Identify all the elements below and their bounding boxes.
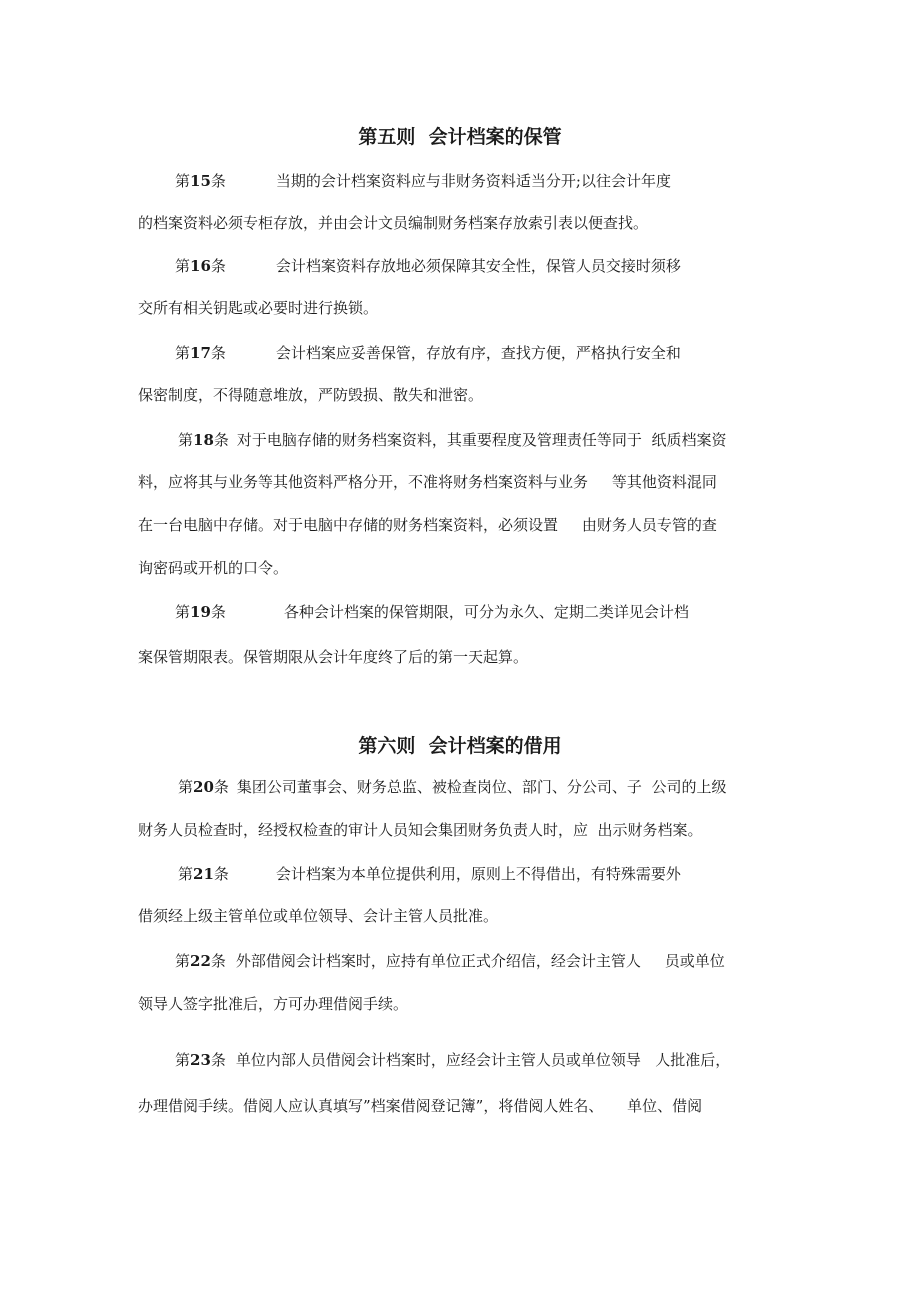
- article-label: 第18条: [178, 431, 229, 449]
- article-21-line-2: 借须经上级主管单位或单位领导、会计主管人员批准。: [138, 907, 499, 925]
- article-15-line-1: [175, 171, 671, 191]
- article-18-line-1: [178, 430, 726, 450]
- article-text: 会计档案资料存放地必须保障其安全性，保管人员交接时须移: [275, 257, 681, 275]
- article-21-line-1: [178, 864, 681, 884]
- article-text: 会计档案为本单位提供利用，原则上不得借出，有特殊需要外: [275, 865, 681, 883]
- article-text: 对于电脑存储的财务档案资料，其重要程度及管理责任等同于 纸质档案资: [236, 431, 727, 449]
- article-17-line-1: [175, 343, 681, 363]
- article-text: 各种会计档案的保管期限，可分为永久、定期二类详见会计档: [283, 603, 689, 621]
- article-20-line-1: [178, 777, 726, 797]
- section-heading-6: 第六则 会计档案的借用: [358, 735, 562, 757]
- article-18-line-4: 询密码或开机的口令。: [138, 559, 289, 577]
- section-heading-5: 第五则 会计档案的保管: [358, 126, 562, 148]
- article-23-line-1: [175, 1050, 730, 1070]
- article-15-line-2: 的档案资料必须专柜存放，并由会计文员编制财务档案存放索引表以便查找。: [138, 214, 649, 232]
- article-23-line-2: 办理借阅手续。借阅人应认真填写”档案借阅登记簿”，将借阅人姓名、 单位、借阅: [138, 1097, 703, 1115]
- article-label: 第16条: [175, 257, 226, 275]
- article-18-line-3: 在一台电脑中存储。对于电脑中存储的财务档案资料，必须设置 由财务人员专管的查: [138, 516, 717, 534]
- article-18-line-2: 料，应将其与业务等其他资料严格分开，不准将财务档案资料与业务 等其他资料混同: [138, 473, 717, 491]
- article-label: 第17条: [175, 344, 226, 362]
- article-19-line-2: 案保管期限表。保管期限从会计年度终了后的第一天起算。: [138, 648, 529, 666]
- article-text: 会计档案应妥善保管，存放有序，查找方便，严格执行安全和: [275, 344, 681, 362]
- article-16-line-1: [175, 256, 681, 276]
- article-label: 第19条: [175, 603, 226, 621]
- article-19-line-1: [175, 602, 689, 622]
- article-label: 第22条: [175, 952, 226, 970]
- article-22-line-2: 领导人签字批准后，方可办理借阅手续。: [138, 995, 409, 1013]
- article-22-line-1: [175, 951, 725, 971]
- article-label: 第23条: [175, 1051, 226, 1069]
- article-label: 第21条: [178, 865, 229, 883]
- article-label: 第20条: [178, 778, 229, 796]
- article-text: 单位内部人员借阅会计档案时，应经会计主管人员或单位领导 人批准后，: [235, 1051, 731, 1069]
- article-20-line-2: 财务人员检查时，经授权检查的审计人员知会集团财务负责人时，应 出示财务档案。: [138, 821, 703, 839]
- article-text: 当期的会计档案资料应与非财务资料适当分开;以往会计年度: [275, 172, 671, 190]
- article-label: 第15条: [175, 172, 226, 190]
- article-text: 外部借阅会计档案时，应持有单位正式介绍信，经会计主管人 员或单位: [235, 952, 725, 970]
- article-text: 集团公司董事会、财务总监、被检查岗位、部门、分公司、子 公司的上级: [236, 778, 727, 796]
- article-16-line-2: 交所有相关钥匙或必要时进行换锁。: [138, 299, 379, 317]
- article-17-line-2: 保密制度，不得随意堆放，严防毁损、散失和泄密。: [138, 386, 484, 404]
